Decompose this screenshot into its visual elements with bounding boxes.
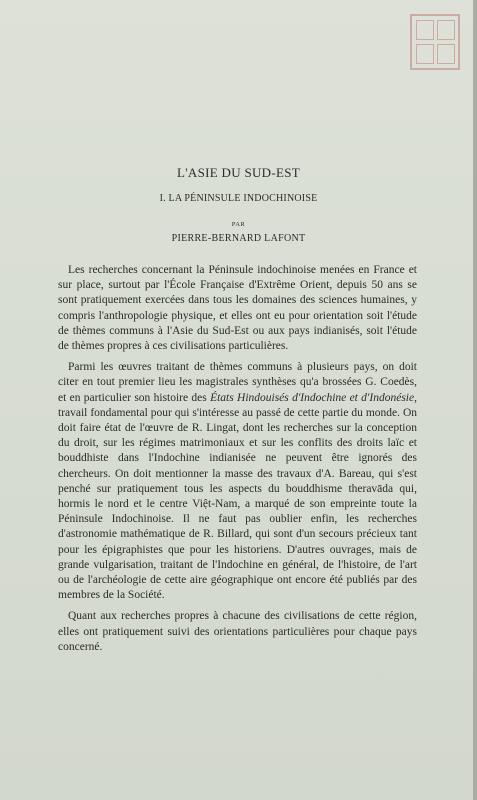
paragraph-2-part-b: , travail fondamental pour qui s'intéresse au passé de cette partie du monde. On doit faire état de l'œuvre de R. Lingat, dont les recherches sur la conception du droit, sur les régimes matrimoniaux et sur les conflits des droits laïc et bouddhiste dans l'Indochine indianisée ne peuvent être ignorés des chercheurs. On doit mentionner la masse des travaux d'A. Bareau, qui s'est penché sur pratiquement tous les aspects du bouddhisme theravāda qui, hormis le nord et le centre Việt-Nam, a marqué de son empreinte toute la Péninsule Indochinoise. Il ne faut pas oublier enfin, les recherches d'astronomie mathématique de R. Billard, qui sont d'un secours précieux tant pour les épigraphistes que pour les historiens. D'autres ouvrages, mais de grande vulgarisation, traitant de l'Indochine en général, de l'histoire, de l'art ou de l'archéologie de cette aire géographique ont encore été publiés par des membres de la Société. [58, 391, 417, 602]
paragraph-2-part-a: Parmi les œuvres traitant de thèmes communs à plusieurs pays, on doit citer en tout premier lieu les magistrales synthèses qu'a brossées G. Coedès, et en particulier son histoire des [58, 361, 417, 404]
paragraph-3: Quant aux recherches propres à chacune des civilisations de cette région, elles ont pratiquement suivi des orientations particulières pour chaque pays concerné. [58, 610, 417, 653]
paragraph-2 [58, 360, 417, 603]
page-edge [473, 0, 477, 800]
paragraph-1: Les recherches concernant la Péninsule indochinoise menées en France et sur place, surtout par l'École Française d'Extrême Orient, depuis 50 ans se sont pratiquement exercées dans tous les domaines des sciences humaines, y compris l'anthropologie physique, et elles ont eu pour orientation soit l'étude de thèmes communs à l'Asie du Sud-Est ou aux pays indianisés, soit l'étude de thèmes propres à ces civilisations particulières. [58, 264, 417, 353]
article-title: L'ASIE DU SUD-EST [177, 165, 300, 180]
book-title: États Hindouisés d'Indochine et d'Indonésie [210, 391, 415, 404]
article-subtitle: I. LA PÉNINSULE INDOCHINOISE [159, 193, 318, 204]
library-stamp [410, 14, 460, 70]
article-body [58, 263, 417, 661]
author-name: PIERRE-BERNARD LAFONT [171, 233, 306, 244]
byline-par: PAR [231, 221, 246, 228]
